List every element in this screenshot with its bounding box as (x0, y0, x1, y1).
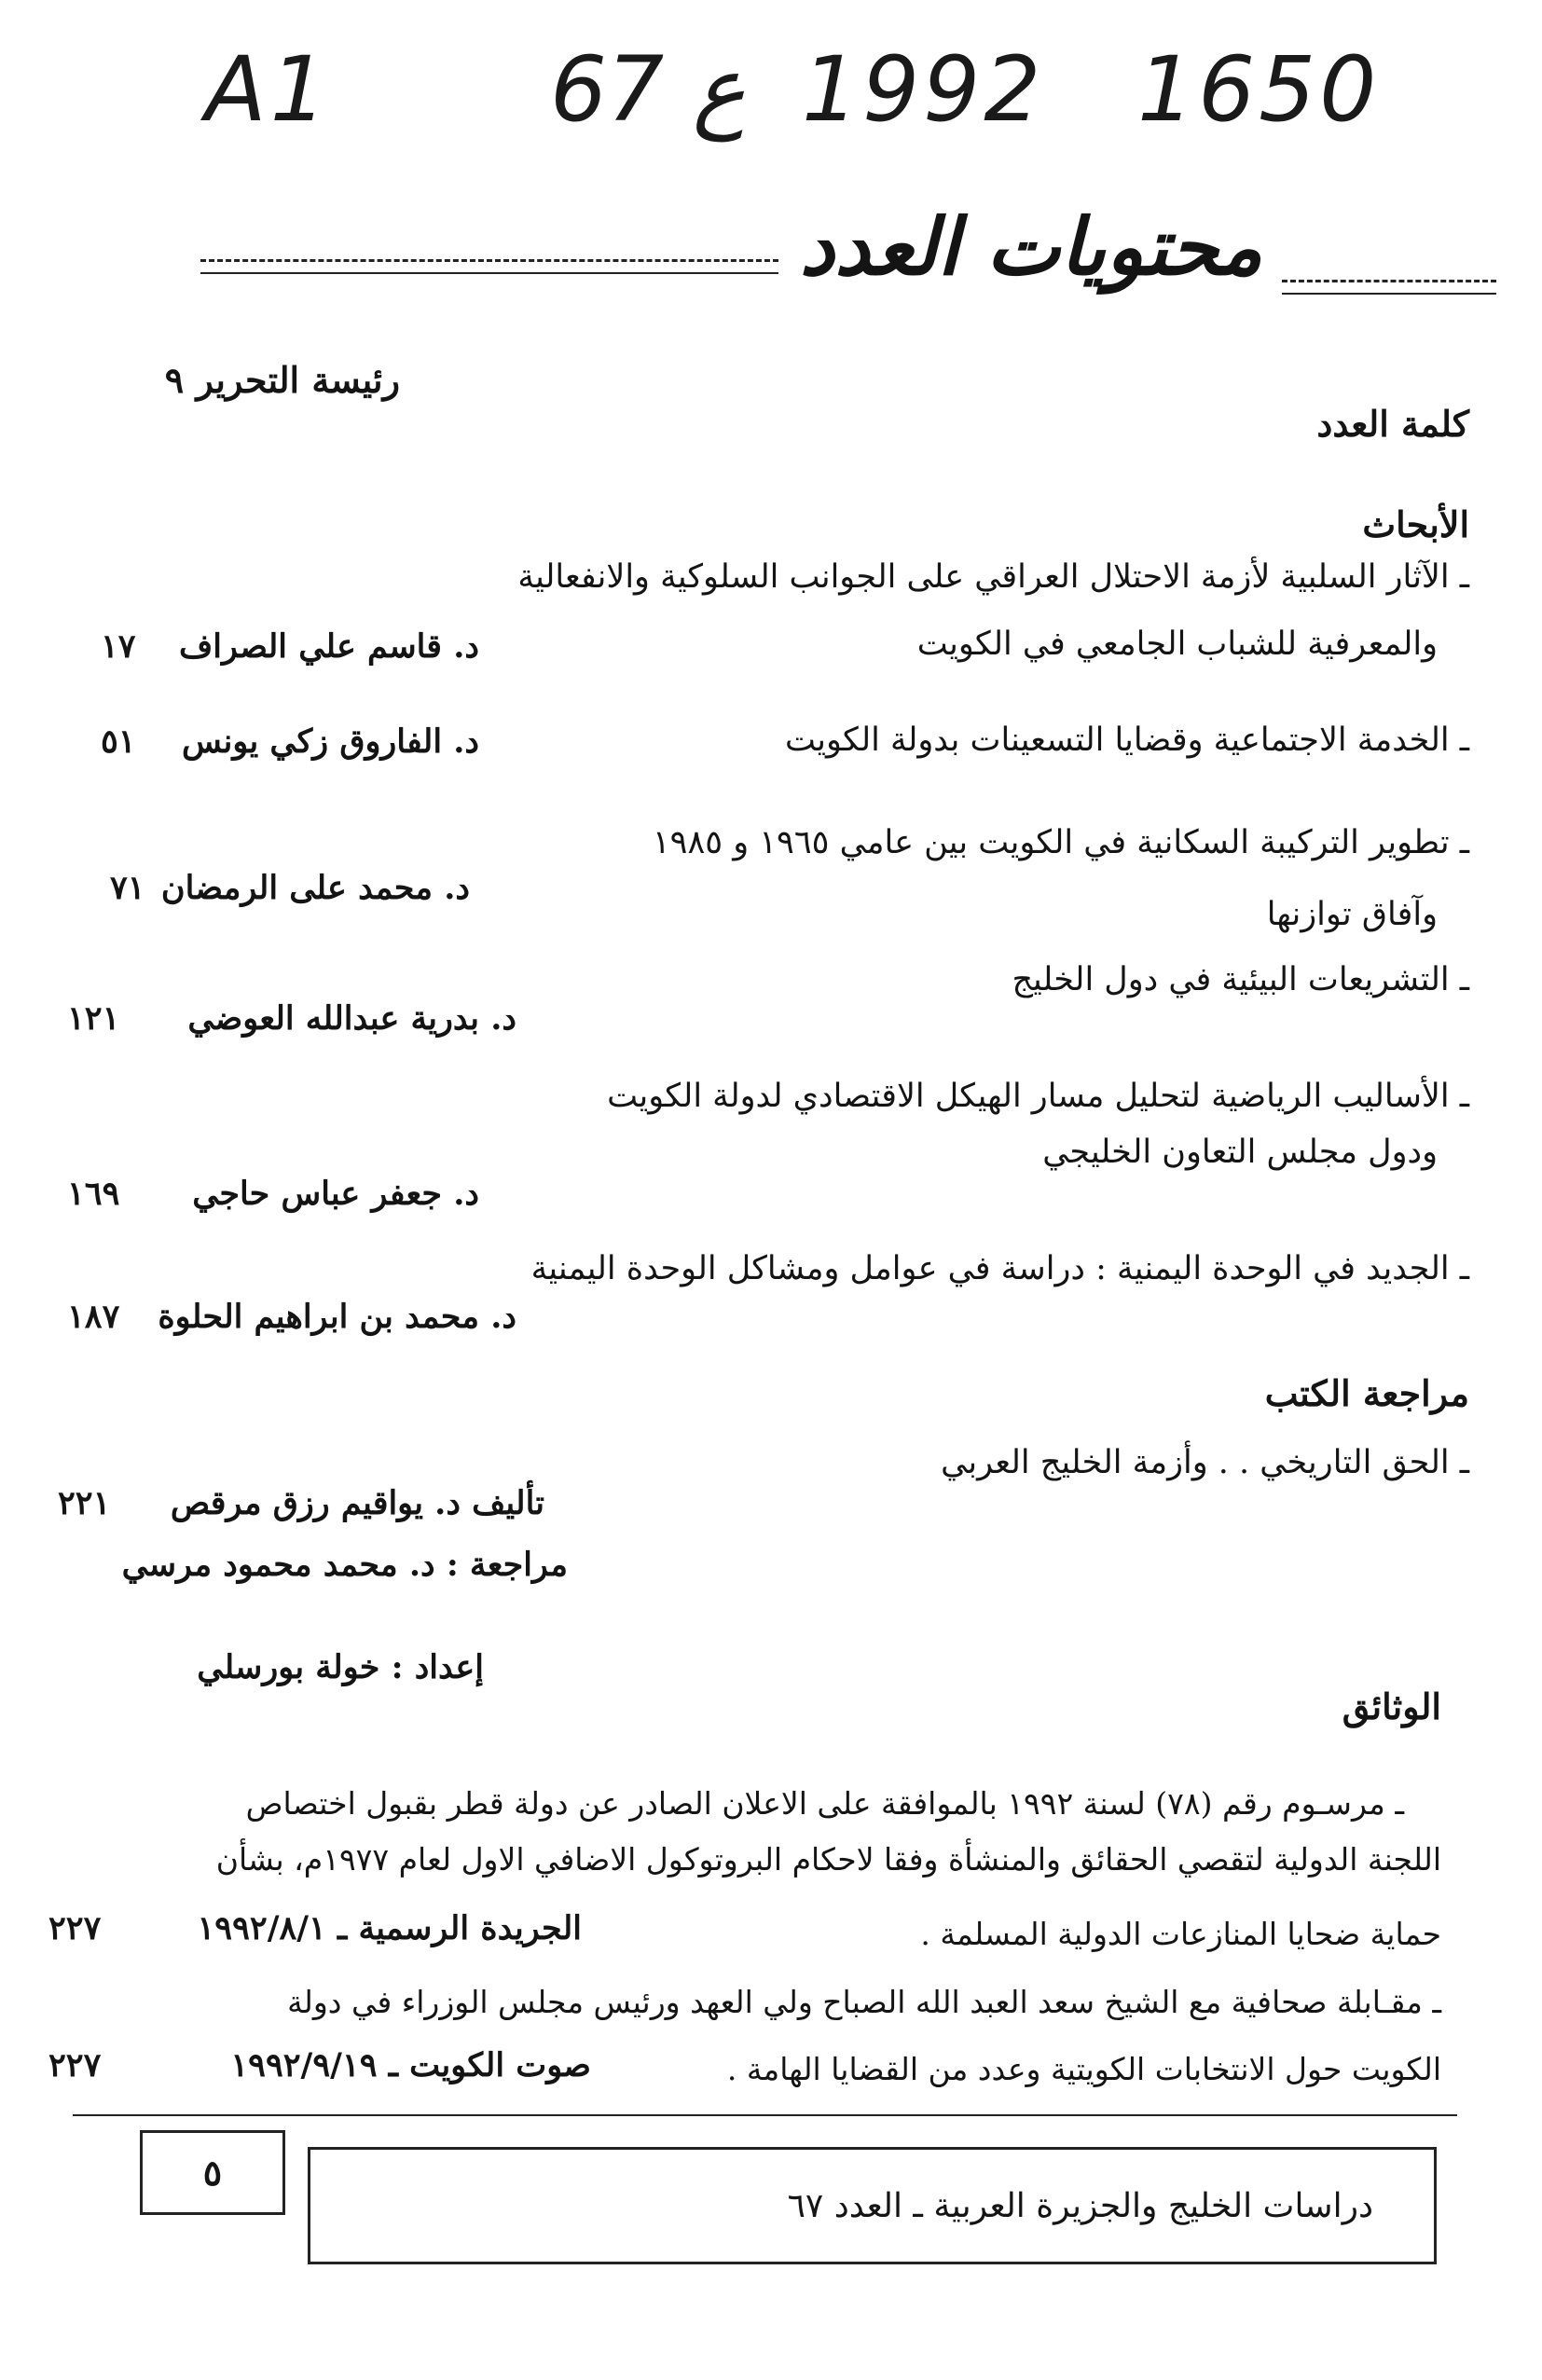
doc1-page: ٢٢٧ (48, 1909, 102, 1947)
handwritten-issue: 67 ع (550, 37, 746, 142)
books-heading: مراجعة الكتب (1264, 1372, 1469, 1414)
research-item-2-author: د. الفاروق زكي يونس (182, 722, 479, 761)
research-item-1-title: ـ الآثار السلبية لأزمة الاحتلال العراقي على الجوانب السلوكية والانفعالية (517, 558, 1469, 596)
documents-prepared-by: إعداد : خولة بورسلي (197, 1648, 484, 1686)
footer-page-number: ٥ (202, 2152, 223, 2194)
footer-journal: دراسات الخليج والجزيرة العربية ـ العدد ٦٧ (787, 2186, 1373, 2225)
title-rule-right-bottom (1282, 293, 1496, 295)
research-item-3-author: د. محمد على الرمضان (160, 869, 470, 907)
doc2-source: صوت الكويت ـ ١٩٩٢/٩/١٩ (230, 2046, 591, 2084)
research-heading: الأبحاث (1362, 503, 1469, 545)
research-item-4-author: د. بدرية عبدالله العوضي (187, 999, 516, 1038)
page-title: محتويات العدد (799, 200, 1262, 293)
handwritten-year: 1992 (802, 37, 1045, 142)
title-rule-right-top (1282, 280, 1496, 282)
footer-rule (73, 2114, 1457, 2116)
doc1-source: الجريدة الرسمية ـ ١٩٩٢/٨/١ (197, 1909, 582, 1947)
doc1-line1: ـ مرسـوم رقم (٧٨) لسنة ١٩٩٢ بالموافقة على الاعلان الصادر عن دولة قطر بقبول اختصاص (245, 1785, 1404, 1822)
research-item-1-page: ١٧ (101, 627, 136, 666)
doc2-page: ٢٢٧ (48, 2046, 102, 2084)
footer-page-box (140, 2130, 285, 2215)
research-item-1-title-cont: والمعرفية للشباب الجامعي في الكويت (916, 626, 1438, 663)
footer-journal-box (308, 2147, 1437, 2264)
research-item-6-author: د. محمد بن ابراهيم الحلوة (158, 1298, 516, 1336)
doc1-line2: اللجنة الدولية لتقصي الحقائق والمنشأة وفقا لاحكام البروتوكول الاضافي الاول لعام ١٩٧٧م، بشأن (215, 1841, 1441, 1878)
research-item-5-page: ١٦٩ (67, 1175, 120, 1213)
documents-heading: الوثائق (1342, 1685, 1441, 1727)
handwritten-a1: A1 (205, 37, 331, 142)
books-item: ـ الحق التاريخي . . وأزمة الخليج العربي (941, 1444, 1469, 1481)
doc2-line2: الكويت حول الانتخابات الكويتية وعدد من القضايا الهامة . (726, 2051, 1441, 2087)
books-page: ٢٢١ (58, 1484, 111, 1522)
books-author: تأليف د. يواقيم رزق مرقص (170, 1484, 544, 1522)
research-item-5-author: د. جعفر عباس حاجي (192, 1175, 479, 1213)
research-item-6-title: ـ الجديد في الوحدة اليمنية : دراسة في عوامل ومشاكل الوحدة اليمنية (530, 1250, 1469, 1287)
research-item-5-title-cont: ودول مجلس التعاون الخليجي (1042, 1134, 1438, 1171)
research-item-1-author: د. قاسم علي الصراف (178, 627, 479, 666)
doc1-line3: حماية ضحايا المنازعات الدولية المسلمة . (920, 1916, 1441, 1952)
books-reviewer: مراجعة : د. محمد محمود مرسي (121, 1546, 568, 1584)
research-item-5-title: ـ الأساليب الرياضية لتحليل مسار الهيكل الاقتصادي لدولة الكويت (607, 1078, 1469, 1115)
title-rule-left-top (200, 259, 778, 262)
research-item-3-page: ٧١ (110, 869, 145, 907)
doc2-line1: ـ مقـابلة صحافية مع الشيخ سعد العبد الله الصباح ولي العهد ورئيس مجلس الوزراء في دولة (287, 1984, 1441, 2020)
research-item-4-title: ـ التشريعات البيئية في دول الخليج (1012, 961, 1469, 998)
research-item-2-title: ـ الخدمة الاجتماعية وقضايا التسعينات بدولة الكويت (784, 722, 1469, 759)
research-item-4-page: ١٢١ (67, 999, 120, 1038)
editor-word-heading: كلمة العدد (1316, 403, 1469, 445)
research-item-6-page: ١٨٧ (67, 1298, 120, 1336)
research-item-3-title-cont: وآفاق توازنها (1266, 896, 1438, 933)
editor-line: رئيسة التحرير ٩ (164, 359, 400, 401)
research-item-2-page: ٥١ (101, 722, 136, 761)
title-rule-left-bottom (200, 272, 778, 274)
research-item-3-title: ـ تطوير التركيبة السكانية في الكويت بين عامي ١٩٦٥ و ١٩٨٥ (652, 824, 1469, 861)
handwritten-code: 1650 (1137, 37, 1381, 142)
